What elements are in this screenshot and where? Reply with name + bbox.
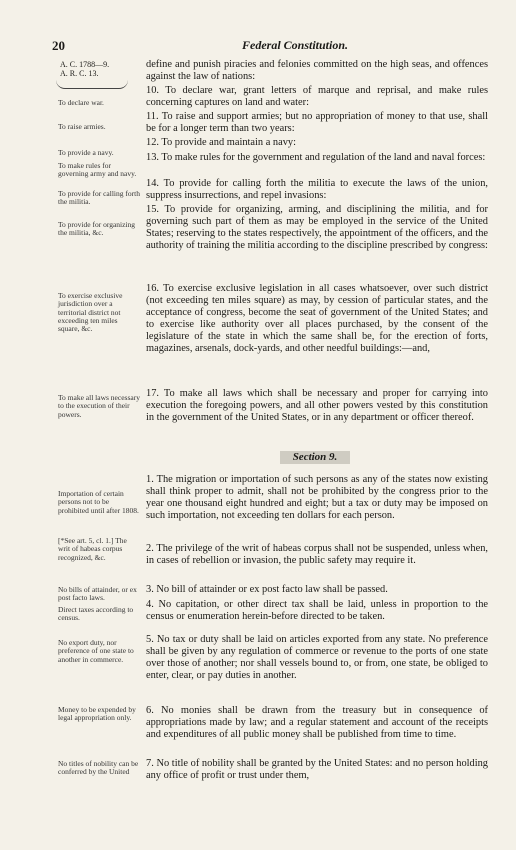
section9-clause-1: 1. The migration or importation of such persons as any of the states now existing shall think proper to admit, shall not be prohibited by the congress prior to the year one thousand eight hundred and eight; but a tax or duty may be imposed on such importation, not exceeding ten dollars for each person. <box>146 474 488 522</box>
section9-clause-3: 3. No bill of attainder or ex post facto law shall be passed. <box>146 584 388 595</box>
margin-note: To exercise exclusive jurisdiction over a territorial district not exceeding ten miles square, &c. <box>58 291 123 334</box>
clause-12: 12. To provide and maintain a navy: <box>146 137 296 148</box>
clause-16: 16. To exercise exclusive legislation in all cases whatsoever, over such district (not exceeding ten miles square) as may, by cession of particular states, and the acceptance of congress, become the seat of government of the United States; and to exercise like authority over all places purchased, by the consent of the legislature of the state in which the same shall be, for the erection of forts, magazines, arsenals, dock-yards, and other needful buildings:—and, <box>146 283 488 355</box>
section9-clause-5: 5. No tax or duty shall be laid on articles exported from any state. No preference shall be given by any regulation of commerce or revenue to the ports of one state over those of another; nor shall vessels bound to, or from, one state, be obliged to enter, clear, or pay duties in another. <box>146 634 488 682</box>
margin-note: To provide for calling forth the militia. <box>58 189 140 207</box>
section9-clause-6: 6. No monies shall be drawn from the treasury but in consequence of appropriations made by law; and a regular statement and account of the receipts and expenditures of all public money shall be published from time to time. <box>146 705 488 741</box>
section-heading: Section 9. <box>280 451 350 464</box>
page-header <box>52 38 482 54</box>
clause-10: 10. To declare war, grant letters of marque and reprisal, and make rules concerning captures on land and water: <box>146 85 488 109</box>
margin-note: Direct taxes according to census. <box>58 605 134 623</box>
page-number: 20 <box>52 38 65 53</box>
clause-17: 17. To make all laws which shall be necessary and proper for carrying into execution the foregoing powers, and all other powers vested by this constitution in the government of the United States, or in any department or officer thereof. <box>146 388 488 424</box>
side-reference-1: A. C. 1788—9. <box>60 60 110 69</box>
section9-clause-4: 4. No capitation, or other direct tax shall be laid, unless in proportion to the census or enumeration herein-before directed to be taken. <box>146 599 488 623</box>
margin-note: Money to be expended by legal appropriation only. <box>58 705 136 723</box>
margin-note: No titles of nobility can be conferred by the United <box>58 759 139 777</box>
margin-note: To declare war. <box>58 98 104 107</box>
margin-note: No export duty, nor preference of one state to another in commerce. <box>58 638 134 664</box>
margin-note: To provide a navy. <box>58 148 114 157</box>
clause-15: 15. To provide for organizing, arming, and disciplining the militia, and for governing such part of them as may be employed in the service of the United States; reserving to the states respectively, the appointment of the officers, and the authority of training the militia according to the discipline prescribed by congress: <box>146 204 488 252</box>
side-reference-2: A. R. C. 13. <box>60 69 99 78</box>
margin-note: Importation of certain persons not to be prohibited until after 1808. <box>58 489 139 515</box>
margin-note: No bills of attainder, or ex post facto laws. <box>58 585 137 603</box>
margin-note: To provide for organizing the militia, &c. <box>58 220 136 238</box>
margin-note: [*See art. 5, cl. 1.] The writ of habeas corpus recognized, &c. <box>58 536 127 562</box>
running-head: Federal Constitution. <box>242 38 349 52</box>
brace-mark <box>56 80 128 89</box>
margin-note: To make all laws necessary to the execution of their powers. <box>58 393 140 419</box>
section9-clause-2: 2. The privilege of the writ of habeas corpus shall not be suspended, unless when, in cases of rebellion or invasion, the public safety may require it. <box>146 543 488 567</box>
clause-11: 11. To raise and support armies; but no appropriation of money to that use, shall be for a longer term than two years: <box>146 111 488 135</box>
section9-clause-7: 7. No title of nobility shall be granted by the United States: and no person holding any office of profit or trust under them, <box>146 758 488 782</box>
margin-note: To make rules for governing army and navy. <box>58 161 137 179</box>
margin-note: To raise armies. <box>58 122 106 131</box>
clause-continuation: define and punish piracies and felonies committed on the high seas, and offences against the law of nations: <box>146 59 488 83</box>
clause-14: 14. To provide for calling forth the militia to execute the laws of the union, suppress insurrections, and repel invasions: <box>146 178 488 202</box>
clause-13: 13. To make rules for the government and regulation of the land and naval forces: <box>146 152 486 163</box>
